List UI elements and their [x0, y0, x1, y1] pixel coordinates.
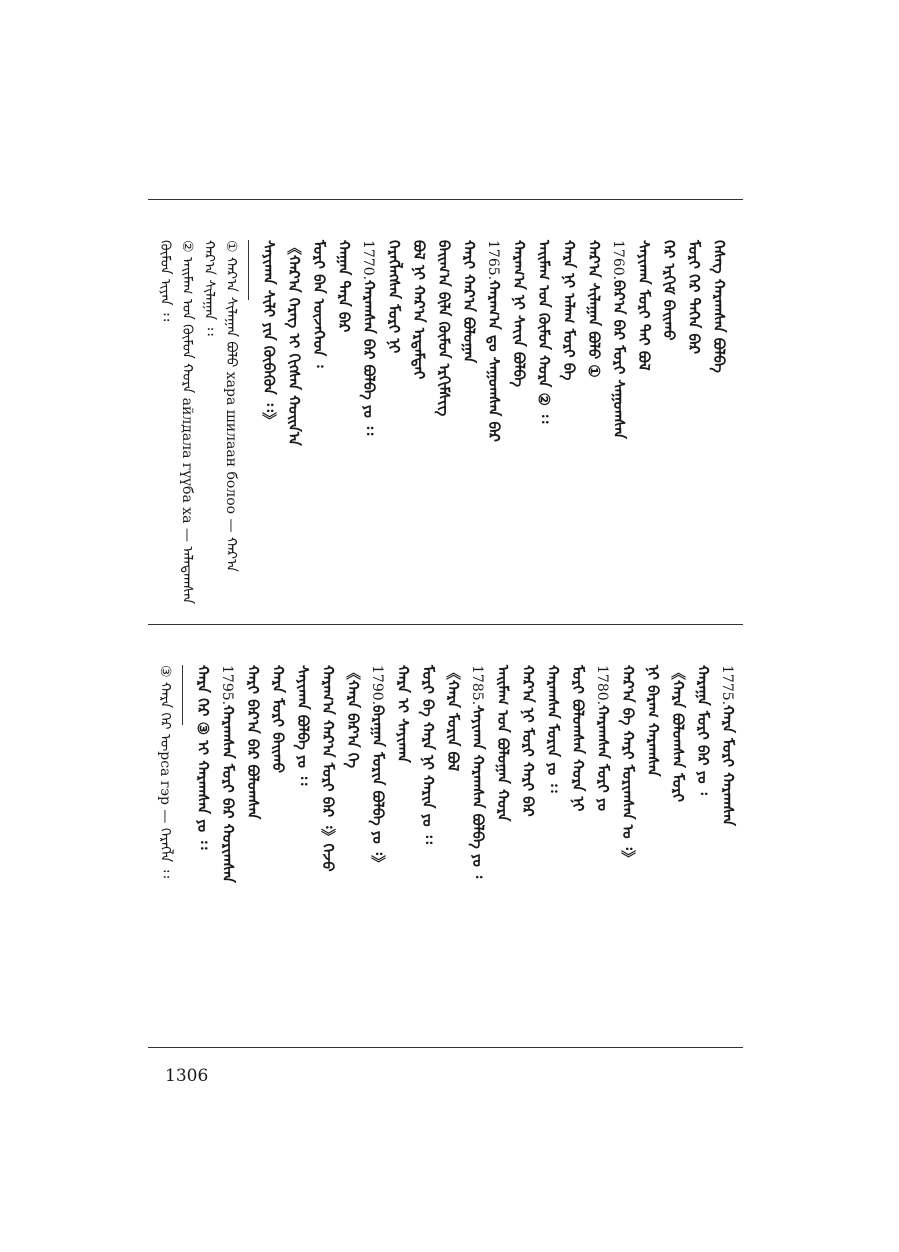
verse-line [558, 240, 579, 615]
verse-line [642, 665, 663, 1040]
verse-line [517, 665, 538, 1040]
verse-line [583, 240, 604, 615]
verse-line [417, 665, 438, 1040]
footnote: ③ ᠬᠠᠷᠠ ᠭᠡᠷ ᠦрсa гэр — ᠬᠡᠷᠡᠭᠯᠡ ᠄᠄ [157, 665, 173, 878]
verse-line [433, 240, 454, 615]
verse-text: ᠪᠣᠯ ᠨᠢ ᠬᠠᠷ᠎ᠠ ᠡᠷᠳᠡᠮᠲᠡᠶ [410, 240, 428, 380]
verse-text: ᠰᠠᠶᠢᠬᠠᠨ ᠰᠢᠯᠢ ᠶᠢᠨ ᠬᠥᠪᠡᠭᠦᠨ ᠄᠄》 [260, 240, 278, 427]
footnote: ② ᠠᠢᠮᠠᠭ ᠤᠨ ᠬᠦᠮᠦᠨ ᠬᠤᠷᠠ aйлдaлa гүүба xa — ᠠᠯᠠᠳᠠᠭᠰᠠᠨ [179, 240, 195, 604]
verse-text: ᠬᠠᠭᠠᠨ ᠲᠡᠷᠡ ᠪᠡᠷ [335, 240, 353, 333]
footnote-separator [182, 665, 183, 725]
verse-line [458, 240, 479, 615]
verse-text: ᠬᠠᠷᠠᠭᠰᠠᠨ ᠮᠣᠷᠢ ᠪᠠᠷ ᠬᠣᠷᠢᠭᠰᠠᠨ [219, 705, 237, 883]
bottom-text-panel [148, 635, 743, 1040]
verse-line [542, 665, 563, 1040]
verse-text: ᠬᠠᠷ᠎ᠠ ᠨᠢ ᠮᠣᠷᠢ ᠬᠠᠷᠢ ᠪᠠᠷ [519, 665, 537, 817]
verse-text: ᠬᠠᠷ᠎ᠠ ᠰᠢᠯᠠᠭᠠᠨ ᠪᠣᠯᠣ ① [585, 240, 603, 378]
verse-line [592, 665, 613, 1040]
verse-text: ᠰᠠᠶᠢᠬᠠᠨ ᠬᠠᠷᠠᠭᠰᠠᠨ ᠪᠣᠯᠪᠠ ᠶᠣ ᠄ [469, 705, 487, 879]
verse-line [217, 665, 238, 1040]
verse-text: ᠬᠠᠷᠠᠭᠰᠠᠨ ᠮᠣᠷᠢᠨ ᠶᠣ ᠄᠄ [544, 665, 562, 793]
verse-line [708, 240, 729, 615]
verse-text: ᠬᠠᠷᠠᠭᠰᠠᠨ ᠮᠣᠷᠢ ᠶᠣ [594, 705, 612, 812]
verse-text: ᠰᠠᠶᠢᠬᠠᠨ ᠪᠣᠯᠪᠠ ᠶᠣ ᠄᠄ [294, 665, 312, 786]
line-number: 1770. [360, 240, 376, 281]
verse-text: ᠪᠠᠢᠭ᠎ᠠ ᠪᠢᠯᠡ ᠬᠦᠮᠦᠨ ᠡᠷᠬᠢᠮᠰᠢᠭ [435, 240, 453, 417]
line-number: 1780. [594, 665, 610, 706]
top-rule [148, 199, 743, 200]
verse-line [692, 665, 713, 1040]
verse-line [292, 665, 313, 1040]
verse-line [483, 240, 504, 615]
top-text-panel [148, 210, 743, 615]
verse-line [242, 665, 263, 1040]
verse-line [608, 240, 629, 615]
verse-line [308, 240, 329, 615]
bottom-rule [148, 1047, 743, 1048]
verse-line [267, 665, 288, 1040]
verse-text: ᠨᠢ ᠪᠠᠷᠠᠭ ᠬᠠᠷᠠᠭᠰᠠᠨ [644, 665, 662, 777]
verse-text: ᠮᠣᠷᠢ ᠪᠣᠯᠣᠭᠰᠠᠨ ᠬᠣᠷᠠ ᠨᠢ [569, 665, 587, 812]
line-number: 1760. [610, 240, 626, 281]
verse-text: ᠰᠠᠶᠢᠬᠠᠨ ᠮᠣᠷᠢ ᠲᠠᠢ ᠪᠣᠯ [635, 240, 653, 371]
verse-text: 《ᠬᠠᠷᠠ ᠪᠣᠯᠣᠭᠰᠠᠨ ᠮᠣᠷᠢ [669, 665, 687, 803]
footnote-separator [248, 240, 249, 300]
verse-line [658, 240, 679, 615]
verse-text: ᠭᠡᠷ ᠡᠷᠬᠢᠮ ᠪᠠᠢᠬᠤ [660, 240, 678, 341]
verse-text: ᠬᠠᠷᠠ ᠭᠡᠷ ③ ᠢ ᠬᠠᠷᠠᠭᠰᠠᠨ ᠶᠣ ᠄᠄ [194, 665, 212, 850]
verse-line [467, 665, 488, 1040]
verse-text: ᠬᠡᠰᠡᠭ ᠬᠠᠷᠠᠭᠰᠠᠨ ᠪᠣᠯᠪᠠ [710, 240, 728, 373]
line-number: 1765. [485, 240, 501, 281]
verse-text: ᠬᠠᠷᠢ ᠪᠠᠷ᠎ᠠ ᠪᠠᠷ ᠪᠣᠯᠣᠭᠰᠠᠨ [244, 665, 262, 820]
verse-text: ᠬᠠᠷ᠎ᠠ ᠪᠠ ᠬᠠᠷᠢ ᠮᠣᠷᠢᠭᠰᠠᠨ ᠤ ᠄》 [619, 665, 637, 865]
verse-line [492, 665, 513, 1040]
verse-line [258, 240, 279, 615]
footnote: ᠬᠦᠮᠦᠨ ᠢᠶᠡᠨ ᠄᠄ [157, 240, 173, 322]
verse-line [567, 665, 588, 1040]
verse-text: ᠮᠣᠷᠢ ᠪᠠᠨ ᠦᠵᠡᠭᠡᠳ ᠄ [310, 240, 328, 368]
verse-text: ᠠᠢᠮᠠᠭ ᠤᠨ ᠬᠦᠮᠦᠨ ᠬᠣᠷᠠ ② ᠄᠄ [535, 240, 553, 424]
footnote: ① ᠬᠠᠷ᠎ᠠ ᠰᠢᠯᠠᠭᠠᠨ ᠪᠣᠯᠣ xapa шилaaн болоо — ᠬᠠᠷ᠎ᠠ [223, 240, 239, 572]
verse-line [392, 665, 413, 1040]
verse-text: ᠬᠠᠷᠠ ᠮᠣᠷᠢ ᠪᠠᠢᠬᠤ [269, 665, 287, 774]
verse-line [717, 665, 738, 1040]
verse-line [508, 240, 529, 615]
line-number: 1785. [469, 665, 485, 706]
line-number: 1795. [219, 665, 235, 706]
verse-line [408, 240, 429, 615]
verse-text: ᠬᠠᠷᠠᠭ᠎ᠠ ᠳᠤ ᠰᠠᠭᠤᠭᠰᠠᠨ ᠪᠠᠷ [485, 280, 503, 443]
verse-text: ᠬᠠᠷᠠᠭ᠎ᠠ ᠨᠢ ᠰᠠᠶ᠋ᠢᠨ ᠪᠣᠯᠪᠠ [510, 240, 528, 388]
verse-line [317, 665, 338, 1040]
verse-text: ᠬᠡᠷᠡᠭᠯᠡᠭᠰᠡᠨ ᠮᠣᠷᠢ ᠨᠢ [385, 240, 403, 354]
verse-text: 《ᠬᠠᠷᠠ ᠪᠠᠷ᠎ᠠ ᠭᠡ [344, 665, 362, 769]
verse-text: ᠠᠢᠮᠠᠭ ᠤᠨ ᠪᠣᠯᠣᠭᠠᠨ ᠬᠣᠷᠠ [494, 665, 512, 822]
verse-line [617, 665, 638, 1040]
verse-text: ᠬᠠᠷᠠᠭ᠎ᠠ ᠬᠠᠷ᠎ᠠ ᠮᠣᠷᠢ ᠪᠠᠷ ᠄》ᠭᠡᠵᠦ [319, 665, 337, 872]
verse-text: ᠮᠣᠷᠢ ᠭᠡᠷ ᠲᠡᠭᠡᠨ ᠪᠠᠷ [685, 240, 703, 354]
verse-text: ᠬᠠᠷᠢ ᠬᠠᠷ᠎ᠠ ᠪᠣᠯᠣᠭᠠᠨ [460, 240, 478, 364]
page-number: 1306 [165, 1066, 209, 1086]
verse-line [442, 665, 463, 1040]
verse-line [342, 665, 363, 1040]
verse-text: ᠬᠠᠷᠠ ᠮᠣᠷᠢ ᠬᠠᠷᠠᠭᠰᠠᠨ [719, 705, 737, 826]
verse-text: ᠮᠣᠷᠢ ᠪᠡ ᠬᠠᠷᠠ ᠨᠢ ᠬᠠᠷᠢᠨ ᠶᠣ ᠄᠄ [419, 665, 437, 844]
verse-text: 《ᠬᠠᠷᠠ ᠮᠣᠷᠢᠨ ᠪᠣᠯ [444, 665, 462, 772]
verse-line [192, 665, 213, 1040]
verse-line [283, 240, 304, 615]
verse-line [683, 240, 704, 615]
verse-line [383, 240, 404, 615]
line-number: 1775. [719, 665, 735, 706]
verse-line [333, 240, 354, 615]
middle-rule [148, 624, 743, 625]
verse-text: ᠬᠠᠷᠠᠭᠠ ᠮᠣᠷᠢ ᠪᠠᠷ ᠶᠣ ᠄ [694, 665, 712, 795]
line-number: 1790. [369, 665, 385, 706]
footnote: ᠬᠠᠷ᠎ᠠ ᠰᠢᠯᠠᠭᠠᠨ ᠄᠄ [201, 240, 217, 336]
verse-text: ᠬᠠᠷᠠ ᠢ ᠰᠠᠶᠢᠬᠠᠨ [394, 665, 412, 763]
verse-text: ᠬᠠᠷᠠᠭᠰᠠᠨ ᠪᠠᠷ ᠪᠣᠯᠪᠠ ᠶᠣ ᠄᠄ [360, 280, 378, 436]
verse-line [533, 240, 554, 615]
verse-line [358, 240, 379, 615]
verse-line [367, 665, 388, 1040]
verse-line [633, 240, 654, 615]
verse-text: ᠬᠠᠷᠠ ᠨᠢ ᠠᠯᠠᠭ ᠮᠣᠷᠢ ᠪᠠ [560, 240, 578, 381]
verse-text: 《ᠬᠠᠷ᠎ᠠ ᠬᠡᠷᠡᠭ ᠢ ᠬᠢᠭᠰᠡᠨ ᠬᠣᠢᠨ᠎ᠠ [285, 240, 303, 446]
verse-text: ᠪᠠᠷ᠎ᠠ ᠪᠠᠷ ᠮᠣᠷᠢ ᠰᠠᠭᠤᠭᠰᠠᠨ [610, 280, 628, 440]
verse-line [667, 665, 688, 1040]
verse-text: ᠪᠠᠷᠠᠭᠠᠨ ᠮᠣᠷᠢᠨ ᠪᠣᠯᠪᠠ ᠶᠣ ᠄》 [369, 705, 387, 871]
